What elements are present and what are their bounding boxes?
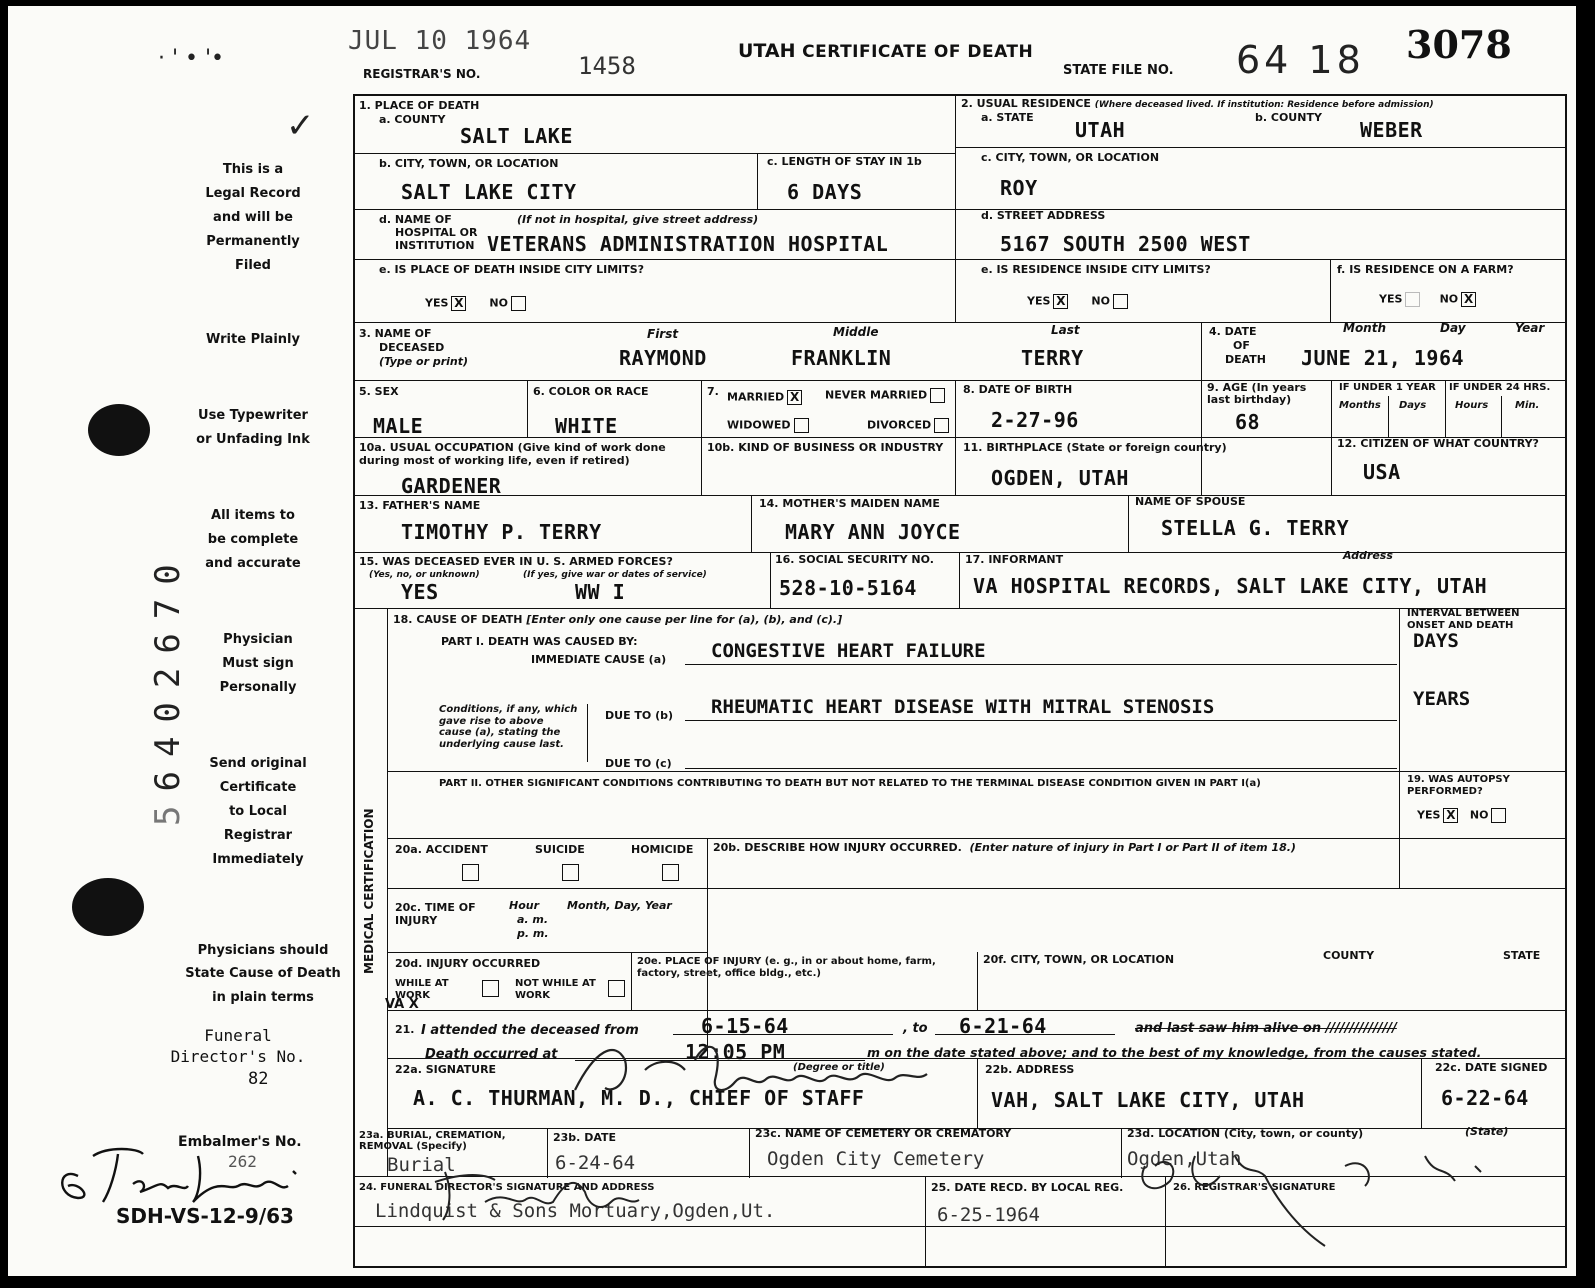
death-inside-no-box[interactable] [511, 296, 526, 311]
residence-street: 5167 SOUTH 2500 WEST [1000, 232, 1251, 256]
yes-label: YES [1417, 808, 1441, 822]
cause-b: RHEUMATIC HEART DISEASE WITH MITRAL STENOSIS [711, 696, 1215, 718]
vertical-number: 6402670 [148, 550, 188, 792]
widowed-option [727, 418, 809, 433]
informant-label: 17. INFORMANT [965, 553, 1064, 566]
res-inside-limits [1027, 294, 1128, 309]
first-name: RAYMOND [619, 346, 707, 370]
attended-from: 6-15-64 [701, 1014, 789, 1038]
burial-label [359, 1130, 539, 1152]
registrar-signature [1125, 1126, 1545, 1256]
widowed-label: WIDOWED [727, 418, 791, 432]
no-label: NO [1469, 808, 1489, 822]
date-label: 4. DATE [1209, 325, 1257, 338]
armed-forces: YES [401, 580, 439, 604]
suicide-box[interactable] [562, 864, 579, 881]
death-inside-limits [425, 296, 526, 311]
physician-signed-by: A. C. THURMAN, M. D., CHIEF OF STAFF [413, 1086, 865, 1110]
widowed-box[interactable] [794, 418, 809, 433]
married-box[interactable]: X [787, 390, 802, 405]
occupation: GARDENER [401, 474, 502, 498]
hospital-label-3: INSTITUTION [395, 239, 475, 252]
funeral-signature [425, 1162, 725, 1226]
cemetery-name: Ogden City Cemetery [767, 1148, 985, 1170]
va-mark: VA X [385, 997, 419, 1012]
interval-label [1407, 608, 1557, 631]
embalmer-signature [48, 1136, 328, 1216]
spouse-name: STELLA G. TERRY [1161, 516, 1350, 540]
death-time: 12:05 PM [685, 1040, 786, 1064]
not-while-at-work [515, 978, 605, 1001]
funeral-director-label: Funeral Director's No. [170, 1026, 306, 1066]
usual-residence-label [961, 98, 1434, 111]
farm-no-box[interactable]: X [1461, 292, 1476, 307]
part1-label: PART I. DEATH WAS CAUSED BY: [441, 635, 638, 648]
not-while-box[interactable] [608, 980, 625, 997]
date-recd-label: 25. DATE RECD. BY LOCAL REG. [931, 1181, 1124, 1194]
spouse-label: NAME OF SPOUSE [1135, 495, 1246, 508]
hospital-hint [517, 214, 758, 227]
birthplace: OGDEN, UTAH [991, 466, 1129, 490]
attendance-num: 21. [395, 1023, 415, 1036]
yes-label: YES [1379, 292, 1403, 306]
never-married-option [825, 388, 945, 403]
sex-label: 5. SEX [359, 385, 399, 398]
injury-county-label: COUNTY [1323, 949, 1375, 962]
autopsy-check [1417, 808, 1506, 823]
part2-label: PART II. OTHER SIGNIFICANT CONDITIONS CONTRIBUTING TO DEATH BUT NOT RELATED TO THE TERMINAL DISEASE CONDITION GIVEN IN PART I(a) [439, 778, 1261, 789]
name-label-b: DECEASED [379, 341, 445, 354]
suicide-label: SUICIDE [535, 843, 585, 856]
time-of-injury-label [395, 902, 495, 927]
sig-address-label: 22b. ADDRESS [985, 1063, 1075, 1076]
conditions-note-text: Conditions, if any, which gave rise to above cause (a), stating the underlying cause last. [439, 704, 578, 750]
registrar-no: 1458 [578, 52, 636, 80]
describe-title: 20b. DESCRIBE HOW INJURY OCCURRED. [713, 841, 962, 854]
punch-hole-top [88, 404, 150, 456]
pm-label: p. m. [517, 927, 549, 940]
send-original-note: Send original Certificate to Local Registrar Immediately [209, 756, 307, 868]
hospital-label-2: HOSPITAL OR [395, 226, 478, 239]
embalmer-label: Embalmer's No. [178, 1134, 302, 1150]
injury-city-label: 20f. CITY, TOWN, OR LOCATION [983, 953, 1175, 966]
days-label: Days [1399, 400, 1427, 411]
mdy-label: Month, Day, Year [567, 899, 672, 912]
hospital-label-1: d. NAME OF [379, 213, 452, 226]
due-c-label: DUE TO (c) [605, 757, 672, 770]
registrar-sig-label: 26. REGISTRAR'S SIGNATURE [1173, 1182, 1336, 1193]
funeral-label: 24. FUNERAL DIRECTOR'S SIGNATURE AND ADDRESS [359, 1182, 655, 1193]
death-rest-text: m on the date stated above; and to the best of my knowledge, from the causes stated. [867, 1045, 1482, 1060]
embalmer-no: 262 [228, 1152, 257, 1171]
receipt-date-stamp: JUL 10 1964 [348, 26, 532, 56]
medical-certification-label: MEDICAL CERTIFICATION [362, 808, 376, 974]
farm-label: f. IS RESIDENCE ON A FARM? [1337, 263, 1514, 276]
attended-text: I attended the deceased from [421, 1023, 639, 1038]
residence-county: WEBER [1360, 118, 1423, 142]
res-inside-yes-box[interactable]: X [1053, 294, 1068, 309]
funeral-home: Lindquist & Sons Mortuary,Ogden,Ut. [375, 1200, 776, 1222]
autopsy-no-box[interactable] [1491, 808, 1506, 823]
physicians-should-note: Physicians should State Cause of Death in plain terms [185, 943, 341, 1005]
conditions-note [439, 704, 579, 750]
certificate-form [353, 94, 1567, 1268]
date-of-birth: 2-27-96 [991, 408, 1079, 432]
death-occurred-text: Death occurred at [425, 1047, 558, 1062]
burial-type: Burial [387, 1154, 456, 1176]
under-24-label: IF UNDER 24 HRS. [1449, 382, 1551, 393]
length-of-stay: 6 DAYS [787, 180, 863, 204]
all-items-note: All items to be complete and accurate [205, 508, 301, 572]
informant-address-label: Address [1343, 549, 1393, 562]
legal-record-note: This is a Legal Record and will be Permanently Filed [205, 162, 301, 274]
accident-box[interactable] [462, 864, 479, 881]
time-of-injury-text: 20c. TIME OF INJURY [395, 901, 476, 927]
never-married-box[interactable] [930, 388, 945, 403]
accident-label: 20a. ACCIDENT [395, 843, 488, 856]
social-security-no: 528-10-5164 [779, 576, 917, 600]
physician-address: VAH, SALT LAKE CITY, UTAH [991, 1088, 1305, 1112]
burial-date: 6-24-64 [555, 1152, 636, 1174]
no-label: NO [1091, 294, 1110, 308]
business-label: 10b. KIND OF BUSINESS OR INDUSTRY [707, 441, 944, 454]
margin-marks: · ' • '• [158, 46, 225, 71]
interval-label-text: INTERVAL BETWEEN ONSET AND DEATH [1407, 608, 1520, 631]
date-signed-label: 22c. DATE SIGNED [1435, 1061, 1548, 1074]
cause-hint: [Enter only one cause per line for (a), (b), and (c).] [526, 613, 843, 626]
min-label: Min. [1515, 400, 1540, 411]
birthplace-label: 11. BIRTHPLACE (State or foreign country) [963, 441, 1227, 454]
hospital-name: VETERANS ADMINISTRATION HOSPITAL [487, 232, 889, 256]
farm-check [1379, 292, 1476, 307]
occurred-label: 20d. INJURY OCCURRED [395, 957, 541, 970]
divorced-label: DIVORCED [867, 418, 932, 432]
sex: MALE [373, 414, 424, 438]
name-label-c: (Type or print) [379, 355, 469, 368]
location-state-label: (State) [1465, 1125, 1509, 1138]
state-file-handwritten: 64 18 [1236, 38, 1365, 82]
funeral-director-no: 82 [248, 1069, 269, 1089]
res-city-label: c. CITY, TOWN, OR LOCATION [981, 151, 1160, 164]
divorced-option [867, 418, 949, 433]
hospital-hint-text: (If not in hospital, give street address) [517, 213, 759, 226]
burial-label-text: 23a. BURIAL, CREMATION, REMOVAL (Specify) [359, 1130, 506, 1152]
homicide-box[interactable] [662, 864, 679, 881]
title-main: CERTIFICATE OF DEATH [802, 42, 1034, 62]
race-label: 6. COLOR OR RACE [533, 385, 649, 398]
age: 68 [1235, 410, 1261, 434]
name-label: 3. NAME OF [359, 327, 432, 340]
typewriter-note: Use Typewriter or Unfading Ink [196, 408, 310, 448]
first-label: First [647, 327, 679, 341]
middle-name: FRANKLIN [791, 346, 892, 370]
autopsy-yes-box[interactable]: X [1443, 808, 1458, 823]
registrar-no-label: REGISTRAR'S NO. [363, 67, 481, 81]
certificate-title [738, 40, 1033, 62]
middle-label: Middle [833, 325, 879, 339]
never-married-label: NEVER MARRIED [825, 388, 928, 402]
check-mark: ✓ [286, 106, 315, 146]
last-name: TERRY [1021, 346, 1084, 370]
mother-label: 14. MOTHER'S MAIDEN NAME [759, 497, 940, 510]
month-label: Month [1343, 321, 1387, 335]
res-inside-limits-label: e. IS RESIDENCE INSIDE CITY LIMITS? [981, 263, 1211, 276]
ssn-label: 16. SOCIAL SECURITY NO. [775, 553, 934, 566]
conditions-bracket [587, 704, 594, 762]
inside-limits-label: e. IS PLACE OF DEATH INSIDE CITY LIMITS? [379, 263, 645, 276]
yes-label: YES [1027, 294, 1051, 308]
location-label: 23d. LOCATION (City, town, or county) [1127, 1127, 1364, 1140]
farm-yes-box[interactable] [1405, 292, 1420, 307]
vertical-prefix: 5 [148, 791, 188, 826]
married-label: MARRIED [727, 390, 785, 404]
date-label-of: OF [1233, 339, 1250, 352]
physician-signature [555, 1030, 975, 1110]
while-at-work-text: WHILE AT WORK [395, 978, 449, 1001]
last-label: Last [1051, 323, 1080, 337]
yes-label: YES [425, 296, 449, 310]
months-label: Months [1339, 400, 1381, 411]
form-code: SDH-VS-12-9/63 [116, 1204, 294, 1228]
degree-label: (Degree or title) [793, 1062, 885, 1073]
death-city: SALT LAKE CITY [401, 180, 577, 204]
residence-city: ROY [1000, 176, 1038, 200]
burial-date-label: 23b. DATE [553, 1131, 616, 1144]
stay-label: c. LENGTH OF STAY IN 1b [767, 155, 922, 168]
armed-label: 15. WAS DECEASED EVER IN U. S. ARMED FORCES? [359, 555, 673, 568]
year-label: Year [1515, 321, 1545, 335]
punch-hole-bottom [72, 878, 144, 936]
father-name: TIMOTHY P. TERRY [401, 520, 602, 544]
married-option [727, 390, 802, 405]
interval-b: YEARS [1413, 688, 1471, 710]
war-service: WW I [575, 580, 626, 604]
dob-label: 8. DATE OF BIRTH [963, 383, 1073, 396]
attended-to: 6-21-64 [959, 1014, 1047, 1038]
age-label [1207, 382, 1327, 406]
res-inside-no-box[interactable] [1113, 294, 1128, 309]
injury-state-label: STATE [1503, 949, 1541, 962]
burial-location: Ogden,Utah [1127, 1148, 1242, 1170]
marital-num: 7. [707, 385, 719, 398]
no-label: NO [1439, 292, 1459, 306]
armed-hint-a: (Yes, no, or unknown) [369, 570, 480, 580]
divorced-box[interactable] [934, 418, 949, 433]
physician-note: Physician Must sign Personally [219, 632, 297, 696]
place-of-injury-label [637, 956, 967, 980]
place-of-death-label: 1. PLACE OF DEATH [359, 99, 480, 112]
immediate-label: IMMEDIATE CAUSE (a) [531, 653, 667, 666]
due-b-label: DUE TO (b) [605, 709, 674, 722]
race: WHITE [555, 414, 618, 438]
describe-label [713, 842, 1296, 855]
occupation-label [359, 442, 699, 467]
informant: VA HOSPITAL RECORDS, SALT LAKE CITY, UTAH [973, 574, 1488, 598]
state-file-label: STATE FILE NO. [1063, 63, 1174, 78]
not-while-text: NOT WHILE AT WORK [515, 978, 596, 1001]
to-label: , to [903, 1021, 928, 1036]
age-label-text: 9. AGE (In years last birthday) [1207, 381, 1307, 407]
date-of-death: JUNE 21, 1964 [1301, 346, 1465, 370]
autopsy-label-text: 19. WAS AUTOPSY PERFORMED? [1407, 774, 1510, 797]
citizenship: USA [1363, 460, 1401, 484]
street-label: d. STREET ADDRESS [981, 209, 1106, 222]
death-county: SALT LAKE [460, 124, 573, 148]
write-plainly-note: Write Plainly [206, 332, 300, 347]
father-label: 13. FATHER'S NAME [359, 499, 481, 512]
date-received: 6-25-1964 [937, 1204, 1040, 1226]
occupation-label-text: 10a. USUAL OCCUPATION (Give kind of work done during most of working life, even if retired) [359, 441, 666, 467]
signature-label: 22a. SIGNATURE [395, 1063, 497, 1076]
res-county-label: b. COUNTY [1255, 111, 1322, 124]
county-label: a. COUNTY [379, 113, 446, 126]
city-label: b. CITY, TOWN, OR LOCATION [379, 157, 559, 170]
residence-state: UTAH [1075, 118, 1126, 142]
autopsy-label [1407, 774, 1557, 797]
armed-hint-b: (If yes, give war or dates of service) [523, 570, 707, 580]
place-of-injury-text: 20e. PLACE OF INJURY (e. g., in or about home, farm, factory, street, office bldg., etc.) [637, 956, 936, 979]
describe-hint: (Enter nature of injury in Part I or Part II of item 18.) [969, 841, 1296, 854]
hours-label: Hours [1455, 400, 1489, 411]
hour-label: Hour [509, 899, 540, 912]
strike-text: and last saw him alive on /////////////// [1135, 1021, 1397, 1036]
no-label: NO [489, 296, 508, 310]
certificate-sheet [8, 6, 1576, 1276]
am-label: a. m. [517, 913, 549, 926]
date-signed: 6-22-64 [1441, 1086, 1529, 1110]
while-at-work-box[interactable] [482, 980, 499, 997]
death-inside-yes-box[interactable]: X [451, 296, 466, 311]
cause-title: 18. CAUSE OF DEATH [393, 613, 523, 626]
state-label: a. STATE [981, 111, 1034, 124]
cause-label [393, 614, 842, 627]
homicide-label: HOMICIDE [631, 843, 694, 856]
usual-residence-title: 2. USUAL RESIDENCE [961, 97, 1091, 110]
cause-a: CONGESTIVE HEART FAILURE [711, 640, 986, 662]
day-label: Day [1440, 321, 1466, 335]
date-label-death: DEATH [1225, 353, 1267, 366]
cemetery-label: 23c. NAME OF CEMETERY OR CREMATORY [755, 1127, 1012, 1140]
title-state: UTAH [738, 40, 796, 62]
citizen-label: 12. CITIZEN OF WHAT COUNTRY? [1337, 437, 1539, 450]
vertical-certificate-number [148, 550, 188, 826]
residence-hint: (Where deceased lived. If institution: Residence before admission) [1094, 100, 1434, 110]
under-year-label: IF UNDER 1 YEAR [1339, 382, 1436, 393]
interval-a: DAYS [1413, 630, 1459, 652]
state-file-no: 3078 [1406, 22, 1512, 67]
mother-name: MARY ANN JOYCE [785, 520, 961, 544]
